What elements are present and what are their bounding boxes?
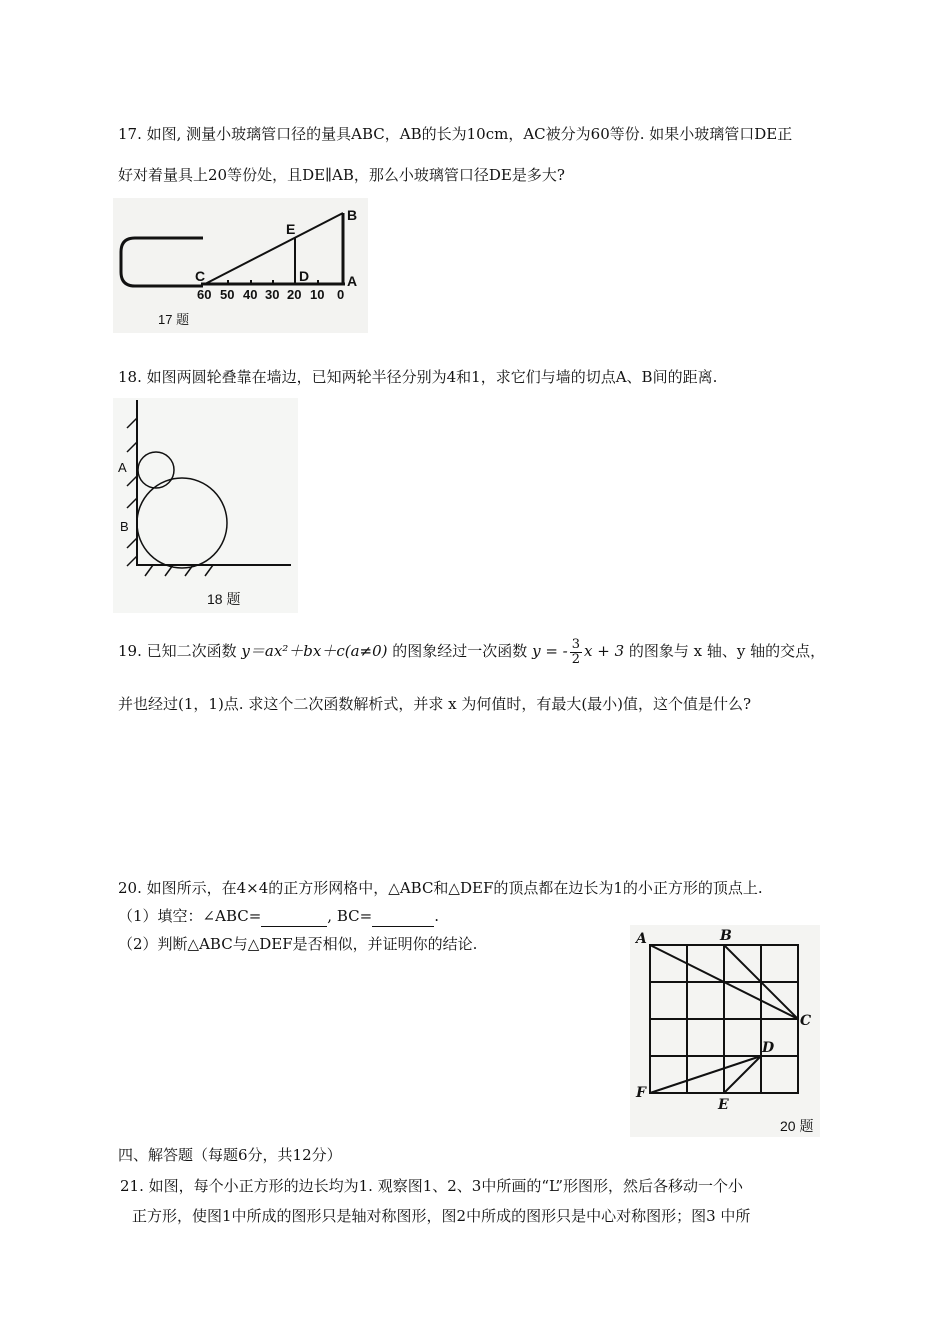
q20-line-1: 20. 如图所示，在4×4的正方形网格中，△ABC和△DEF的顶点都在边长为1的小正方形的顶点上. [118, 879, 763, 897]
q20-angle-blank[interactable] [261, 906, 327, 927]
q17-line-2: 好对着量具上20等份处，且DE∥AB，那么小玻璃管口径DE是多大? [118, 166, 565, 184]
q20-figure [630, 925, 820, 1137]
q19-prefix: 19. 已知二次函数 [118, 642, 242, 660]
q20-line-2-end: . [434, 907, 439, 925]
q17-tick-10: 10 [310, 287, 325, 302]
q20-label-a: A [636, 931, 647, 947]
q17-label-d: D [299, 268, 310, 284]
q19-linear-right: x + 3 [584, 642, 625, 660]
q17-tick-30: 30 [265, 287, 280, 302]
q17-tick-40: 40 [243, 287, 258, 302]
q20-label-c: C [800, 1013, 812, 1029]
q20-label-f: F [636, 1085, 646, 1101]
q18-caption: 18 题 [207, 591, 241, 607]
q17-label-e: E [286, 221, 296, 237]
q17-caption: 17 题 [158, 312, 190, 327]
q17-line-1: 17. 如图, 测量小玻璃管口径的量具ABC，AB的长为10cm，AC被分为60等份. 如果小玻璃管口DE正 [118, 125, 793, 143]
q20-fill-bc-label: , BC= [327, 907, 373, 925]
q19-mid: 的图象经过一次函数 [387, 642, 533, 660]
q17-tick-60: 60 [197, 287, 212, 302]
q19-quadratic: y＝ax²＋bx＋c(a≠0) [241, 642, 388, 660]
q20-label-e: E [718, 1097, 729, 1113]
q20-line-3: （2）判断△ABC与△DEF是否相似，并证明你的结论. [118, 935, 478, 953]
q17-label-c: C [195, 268, 206, 284]
q21-line-2: 正方形，使图1中所成的图形只是轴对称图形，图2中所成的图形只是中心对称图形；图3 中所 [132, 1207, 751, 1225]
q19-frac-num: 3 [571, 636, 581, 652]
q19-line-2: 并也经过(1，1)点. 求这个二次函数解析式，并求 x 为何值时，有最大(最小)值，这个值是什么? [118, 695, 752, 713]
q18-label-b: B [120, 519, 129, 534]
q17-figure [113, 198, 368, 333]
q19-linear-left: y = - [532, 642, 568, 660]
q19-suffix: 的图象与 x 轴、y 轴的交点， [624, 642, 826, 660]
q20-fill-angle-label: （1）填空：∠ABC= [118, 907, 262, 925]
q20-label-d: D [762, 1040, 775, 1056]
q17-tick-50: 50 [220, 287, 235, 302]
q20-bc-blank[interactable] [372, 906, 434, 927]
q19-line-1 [118, 637, 825, 667]
q17-label-b: B [347, 207, 358, 223]
q19-fraction [570, 638, 582, 667]
q18-line-1: 18. 如图两圆轮叠靠在墙边，已知两轮半径分别为4和1，求它们与墙的切点A、B间的距离. [118, 368, 718, 386]
q20-caption: 20 题 [780, 1118, 814, 1134]
section-4-title: 四、解答题（每题6分，共12分） [118, 1146, 342, 1164]
q20-line-2 [118, 906, 439, 927]
q19-frac-den: 2 [571, 651, 581, 667]
q17-tick-0: 0 [337, 287, 345, 302]
q18-figure [113, 398, 298, 613]
q18-label-a: A [118, 460, 127, 475]
q17-label-a: A [347, 273, 358, 289]
q17-tick-20: 20 [287, 287, 302, 302]
q21-line-1: 21. 如图，每个小正方形的边长均为1. 观察图1、2、3中所画的“L”形图形，然后各移动一个小 [120, 1177, 744, 1195]
q20-label-b: B [720, 928, 732, 944]
